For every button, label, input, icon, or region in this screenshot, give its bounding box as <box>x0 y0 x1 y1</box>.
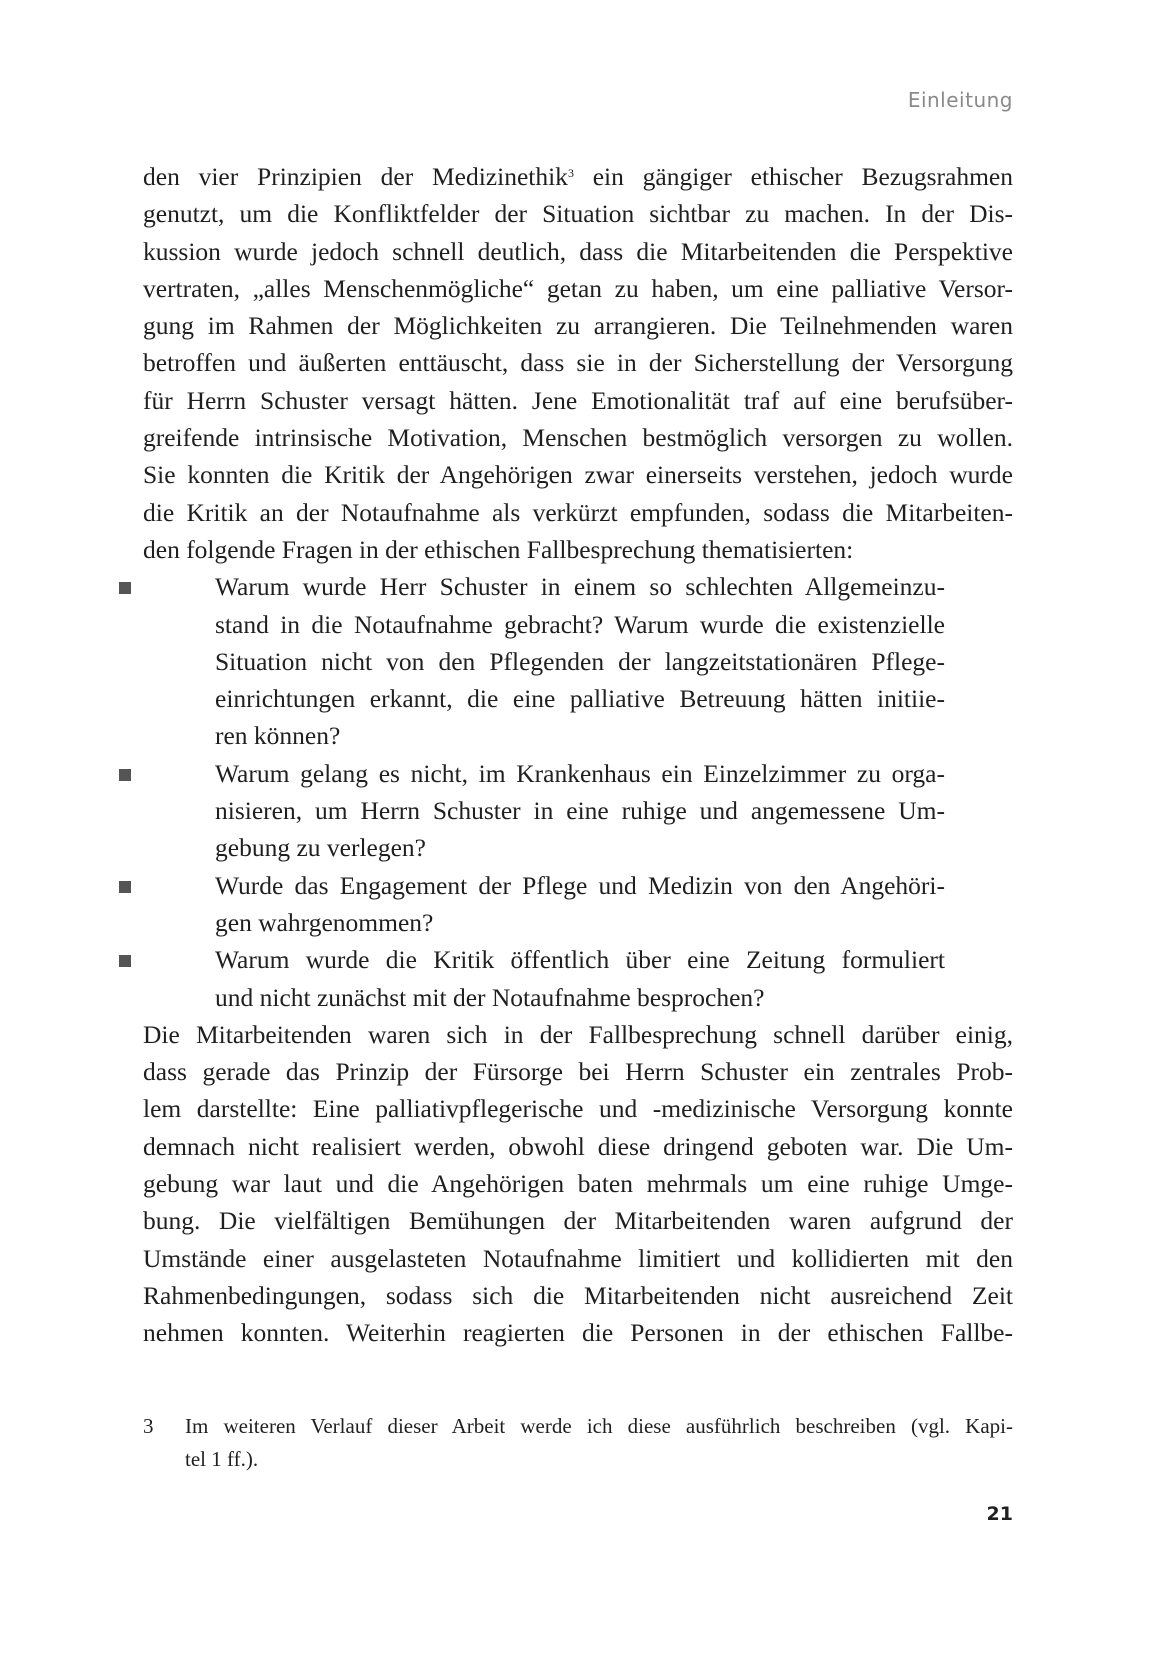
body-line: Die Mitarbeitenden waren sich in der Fallbesprechung schnell darüber einig, <box>143 1019 1013 1049</box>
bullet-line: und nicht zunächst mit der Notaufnahme besprochen? <box>215 982 765 1012</box>
body-line: betroffen und äußerten enttäuscht, dass sie in der Sicherstellung der Versorgung <box>143 348 1013 378</box>
body-line: lem darstellte: Eine palliativpflegerische und -medizinische Versorgung konnte <box>143 1094 1013 1124</box>
body-line: den vier Prinzipien der Medizinethik$^3$ ein gängiger ethischer Bezugsrahmen <box>143 162 1013 191</box>
square-bullet-icon <box>119 955 131 967</box>
bullet-line: nisieren, um Herrn Schuster in eine ruhige und angemessene Um- <box>215 796 945 826</box>
body-line: genutzt, um die Konfliktfelder der Situation sichtbar zu machen. In der Dis- <box>143 199 1013 229</box>
body-line: gung im Rahmen der Möglichkeiten zu arrangieren. Die Teilnehmenden waren <box>143 311 1013 341</box>
body-line: Sie konnten die Kritik der Angehörigen zwar einerseits verstehen, jedoch wurde <box>143 460 1013 490</box>
body-line: kussion wurde jedoch schnell deutlich, dass die Mitarbeitenden die Perspektive <box>143 236 1013 266</box>
footnote <box>143 1410 1013 1476</box>
body-line: den folgende Fragen in der ethischen Fallbesprechung thematisierten: <box>143 534 854 564</box>
body-line: Umstände einer ausgelasteten Notaufnahme limitiert und kollidierten mit den <box>143 1243 1013 1273</box>
body-line: Rahmenbedingungen, sodass sich die Mitarbeitenden nicht ausreichend Zeit <box>143 1280 1013 1310</box>
square-bullet-icon <box>119 881 131 893</box>
body-text <box>143 158 1013 1352</box>
bullet-item: Warum gelang es nicht, im Krankenhaus ein Einzelzimmer zu orga- <box>143 755 945 792</box>
bullet-item: Wurde das Engagement der Pflege und Medizin von den Angehöri- <box>143 867 945 904</box>
footnote-line: Im weiteren Verlauf dieser Arbeit werde ich diese ausführlich beschreiben (vgl. Kapi- <box>185 1414 1013 1438</box>
body-line: vertraten, „alles Menschenmögliche“ getan zu haben, um eine palliative Versor- <box>143 273 1013 303</box>
square-bullet-icon <box>119 769 131 781</box>
body-line: gebung war laut und die Angehörigen baten mehrmals um eine ruhige Umge- <box>143 1169 1013 1199</box>
bullet-line: stand in die Notaufnahme gebracht? Warum wurde die existenzielle <box>215 609 945 639</box>
body-line: nehmen konnten. Weiterhin reagierten die Personen in der ethischen Fallbe- <box>143 1318 1013 1348</box>
bullet-item: Warum wurde Herr Schuster in einem so schlechten Allgemeinzu- <box>143 568 945 605</box>
bullet-item: Warum wurde die Kritik öffentlich über eine Zeitung formuliert <box>143 941 945 978</box>
bullet-line: gebung zu verlegen? <box>215 833 426 863</box>
bullet-line: ren können? <box>215 721 341 751</box>
body-line: die Kritik an der Notaufnahme als verkürzt empfunden, sodass die Mitarbeiten- <box>143 497 1013 527</box>
footnote-line: tel 1 ff.). <box>185 1447 259 1471</box>
body-line: greifende intrinsische Motivation, Menschen bestmöglich versorgen zu wollen. <box>143 423 1013 453</box>
page-number: 21 <box>986 1503 1013 1525</box>
bullet-line: Situation nicht von den Pflegenden der langzeitstationären Pflege- <box>215 646 945 676</box>
bullet-line: gen wahrgenommen? <box>215 907 434 937</box>
running-head: Einleitung <box>907 88 1013 112</box>
body-line: für Herrn Schuster versagt hätten. Jene Emotionalität traf auf eine berufsüber- <box>143 385 1013 415</box>
body-line: demnach nicht realisiert werden, obwohl diese dringend geboten war. Die Um- <box>143 1131 1013 1161</box>
body-line: bung. Die vielfältigen Bemühungen der Mitarbeitenden waren aufgrund der <box>143 1206 1013 1236</box>
bullet-line: einrichtungen erkannt, die eine palliative Betreuung hätten initiie- <box>215 684 945 714</box>
body-line: dass gerade das Prinzip der Fürsorge bei Herrn Schuster ein zentrales Prob- <box>143 1057 1013 1087</box>
footnote-number: 3 <box>143 1414 154 1438</box>
footnote-reference[interactable]: 3 <box>567 166 574 180</box>
square-bullet-icon <box>119 582 131 594</box>
